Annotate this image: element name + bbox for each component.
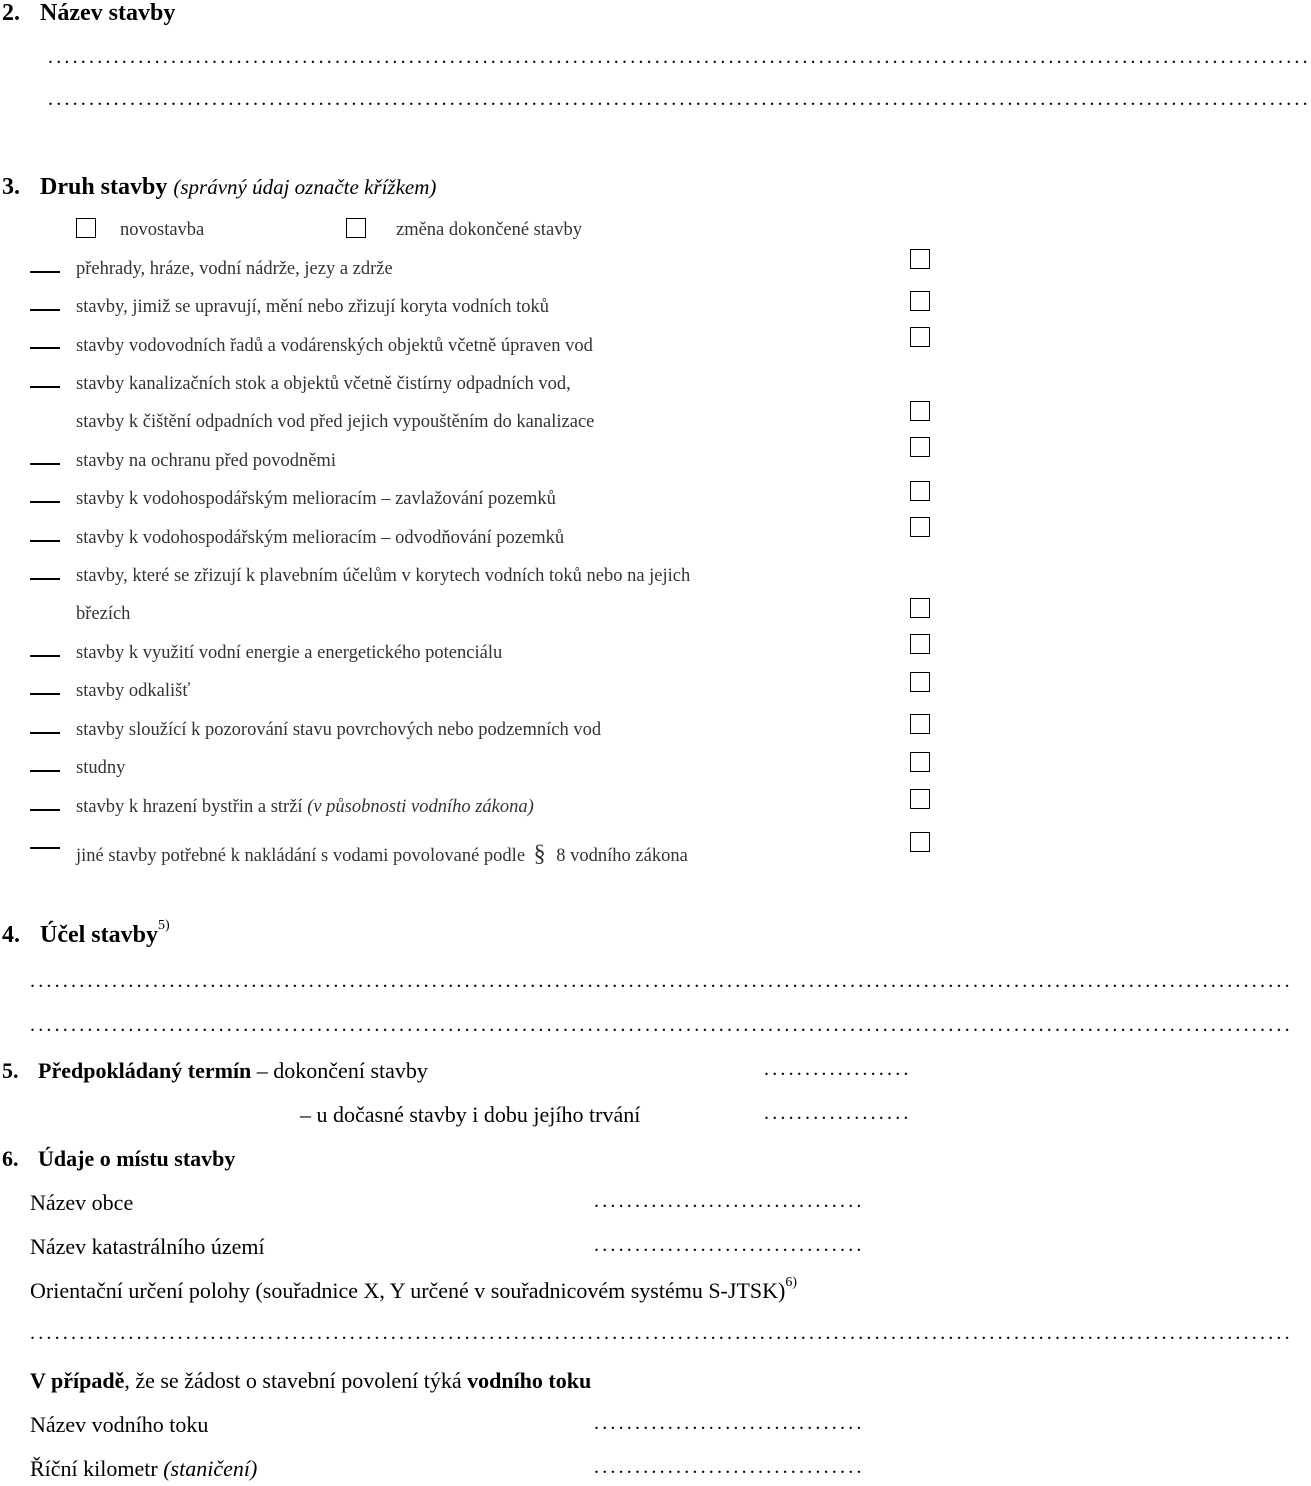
item-label: stavby k vodohospodářským melioracím – odvodňování pozemků xyxy=(76,528,565,548)
dash-bullet xyxy=(30,770,60,772)
poloha-label: Orientační určení polohy (souřadnice X, Y určené v souřadnicovém systému S-JTSK)$^{6)}$ xyxy=(30,1274,798,1303)
item-label: studny xyxy=(76,758,126,778)
item-label: stavby k čištění odpadních vod před jejich vypouštěním do kanalizace xyxy=(76,412,595,432)
item-label: březích xyxy=(76,604,131,624)
dash-bullet xyxy=(30,309,60,311)
option-zmena-label: změna dokončené stavby xyxy=(396,220,582,240)
completion-date-field[interactable]: .................. xyxy=(764,1058,912,1080)
item-label: stavby, jimiž se upravují, mění nebo zřizují koryta vodních toků xyxy=(76,297,550,317)
checkbox-item[interactable] xyxy=(910,832,930,852)
item-label: stavby k vodohospodářským melioracím – zavlažování pozemků xyxy=(76,489,556,509)
item-label: stavby na ochranu před povodněmi xyxy=(76,451,336,471)
checkbox-novostavba[interactable] xyxy=(76,218,96,238)
checkbox-item[interactable] xyxy=(910,598,930,618)
katastr-field[interactable]: ................................. xyxy=(594,1234,865,1256)
vodni-tok-label: Název vodního toku xyxy=(30,1412,209,1437)
checkbox-zmena[interactable] xyxy=(346,218,366,238)
option-novostavba-label: novostavba xyxy=(120,220,205,240)
vodni-tok-field[interactable]: ................................. xyxy=(594,1412,865,1434)
dash-bullet xyxy=(30,501,60,503)
dash-bullet xyxy=(30,540,60,542)
name-dotline-2[interactable]: .......................................................................................................................................................... xyxy=(48,88,1311,110)
checkbox-item[interactable] xyxy=(910,634,930,654)
checkbox-item[interactable] xyxy=(910,517,930,537)
item-label: stavby, které se zřizují k plavebním účelům v korytech vodních toků nebo na jejich xyxy=(76,566,691,586)
purpose-dotline-1[interactable]: .......................................................................................................................................................... xyxy=(30,970,1293,992)
dash-bullet xyxy=(30,847,60,849)
item-label: stavby sloužící k pozorování stavu povrchových nebo podzemních vod xyxy=(76,720,602,740)
dash-bullet xyxy=(30,809,60,811)
item-label: přehrady, hráze, vodní nádrže, jezy a zdrže xyxy=(76,259,393,279)
obec-label: Název obce xyxy=(30,1190,134,1215)
km-field[interactable]: ................................. xyxy=(594,1456,865,1478)
checkbox-item[interactable] xyxy=(910,249,930,269)
dash-bullet xyxy=(30,347,60,349)
checkbox-item[interactable] xyxy=(910,789,930,809)
dash-bullet xyxy=(30,655,60,657)
temporary-duration-label: – u dočasné stavby i dobu jejího trvání xyxy=(300,1102,641,1127)
checkbox-item[interactable] xyxy=(910,291,930,311)
checkbox-item[interactable] xyxy=(910,672,930,692)
checkbox-item[interactable] xyxy=(910,437,930,457)
vodni-tok-intro: V případě, že se žádost o stavební povolení týká vodního toku xyxy=(30,1368,592,1393)
checkbox-item[interactable] xyxy=(910,401,930,421)
item-label: stavby k hrazení bystřin a strží (v působnosti vodního zákona) xyxy=(76,797,534,817)
purpose-dotline-2[interactable]: .......................................................................................................................................................... xyxy=(30,1014,1293,1036)
dash-bullet xyxy=(30,463,60,465)
katastr-label: Název katastrálního území xyxy=(30,1234,265,1259)
km-label: Říční kilometr (staničení) xyxy=(30,1456,258,1481)
section-6-heading: 6. Údaje o místu stavby xyxy=(2,1146,236,1171)
poloha-dotline[interactable]: .......................................................................................................................................................... xyxy=(30,1322,1293,1344)
checkbox-item[interactable] xyxy=(910,481,930,501)
checkbox-item[interactable] xyxy=(910,752,930,772)
dash-bullet xyxy=(30,578,60,580)
checkbox-item[interactable] xyxy=(910,327,930,347)
item-label: stavby k využití vodní energie a energetického potenciálu xyxy=(76,643,503,663)
temporary-duration-field[interactable]: .................. xyxy=(764,1102,912,1124)
dash-bullet xyxy=(30,271,60,273)
name-dotline-1[interactable]: .......................................................................................................................................................... xyxy=(48,46,1311,68)
section-3-heading: 3. Druh stavby (správný údaj označte křížkem) xyxy=(2,174,437,200)
dash-bullet xyxy=(30,732,60,734)
dash-bullet xyxy=(30,693,60,695)
obec-field[interactable]: ................................. xyxy=(594,1190,865,1212)
section-5-heading: 5. Předpokládaný termín – dokončení stavby xyxy=(2,1058,428,1083)
section-2-heading: 2. Název stavby xyxy=(2,0,176,26)
section-4-heading: 4. Účel stavby$^{5)}$ xyxy=(2,918,170,948)
paragraph-sign: § xyxy=(533,841,546,867)
checkbox-item[interactable] xyxy=(910,714,930,734)
item-label: stavby kanalizačních stok a objektů včetně čistírny odpadních vod, xyxy=(76,374,571,394)
item-label: stavby odkališť xyxy=(76,681,191,701)
dash-bullet xyxy=(30,386,60,388)
item-label: stavby vodovodních řadů a vodárenských objektů včetně úpraven vod xyxy=(76,336,593,356)
item-label: jiné stavby potřebné k nakládání s vodami povolované podle § 8 vodního zákona xyxy=(76,841,688,867)
